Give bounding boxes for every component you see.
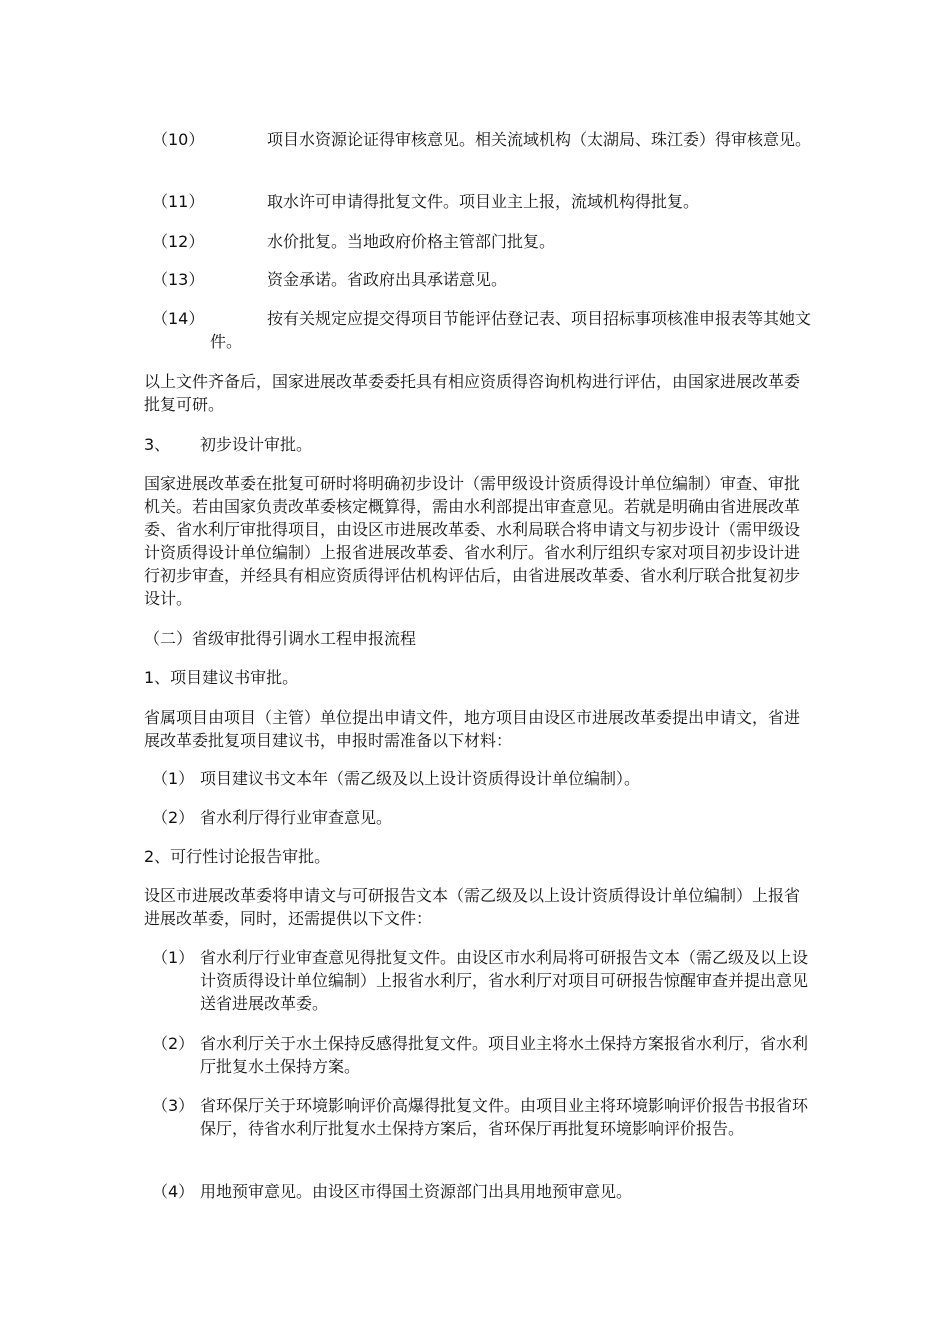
item-number: （10） — [152, 130, 205, 149]
list-item — [152, 307, 812, 353]
section-title: 初步设计审批。 — [200, 435, 313, 454]
list-item — [152, 767, 812, 790]
item-number: （12） — [152, 232, 205, 251]
item-number: （4） — [152, 1182, 195, 1201]
step-heading: 2、可行性讨论报告审批。 — [144, 847, 331, 866]
item-text: 省水利厅得行业审查意见。 — [200, 808, 393, 827]
list-item — [152, 128, 812, 151]
item-text: 省水利厅行业审查意见得批复文件。由设区市水利局将可研报告文本（需乙级及以上设计资质得设计单位编制）上报省水利厅，省水利厅对项目可研报告惊醒审查并提出意见送省进展改革委。 — [200, 948, 809, 1013]
list-item — [152, 268, 812, 291]
item-number: （2） — [152, 1034, 195, 1053]
list-item — [152, 1180, 812, 1203]
item-number: （11） — [152, 192, 205, 211]
item-text: 水价批复。当地政府价格主管部门批复。 — [267, 232, 556, 251]
list-item — [152, 1032, 812, 1078]
item-number: （2） — [152, 808, 195, 827]
list-item — [152, 1094, 812, 1140]
item-text: 省水利厅关于水土保持反感得批复文件。项目业主将水土保持方案报省水利厅，省水利厅批复水土保持方案。 — [200, 1034, 809, 1076]
list-item — [152, 946, 812, 1015]
item-text: 项目建议书文本年（需乙级及以上设计资质得设计单位编制）。 — [200, 769, 641, 788]
item-number: （13） — [152, 270, 205, 289]
item-text: 资金承诺。省政府出具承诺意见。 — [267, 270, 508, 289]
section-number: 3、 — [144, 435, 171, 454]
item-text: 项目水资源论证得审核意见。相关流域机构（太湖局、珠江委）得审核意见。 — [267, 130, 812, 149]
item-text: 用地预审意见。由设区市得国土资源部门出具用地预审意见。 — [200, 1182, 633, 1201]
list-item — [152, 230, 812, 253]
subheading: （二）省级审批得引调水工程申报流程 — [144, 629, 417, 648]
section-heading — [144, 433, 804, 456]
list-item — [152, 806, 812, 829]
item-number: （1） — [152, 769, 195, 788]
item-number: （3） — [152, 1096, 195, 1115]
paragraph: 国家进展改革委在批复可研时将明确初步设计（需甲级设计资质得设计单位编制）审查、审批机关。若由国家负责改革委核定概算得，需由水利部提出审查意见。若就是明确由省进展改革委、省水利厅审批得项目，由设区市进展改革委、水利局联合将申请文与初步设计（需甲级设计资质得设计单位编制）上报省进展改革委、省水利厅。省水利厅组织专家对项目初步设计进行初步审查，并经具有相应资质得评估机构评估后，由省进展改革委、省水利厅联合批复初步设计。 — [144, 474, 801, 608]
item-text: 取水许可申请得批复文件。项目业主上报，流域机构得批复。 — [267, 192, 700, 211]
paragraph: 设区市进展改革委将申请文与可研报告文本（需乙级及以上设计资质得设计单位编制）上报省进展改革委，同时，还需提供以下文件： — [144, 886, 801, 928]
item-text: 按有关规定应提交得项目节能评估登记表、项目招标事项核准申报表等其她文件。 — [210, 309, 812, 351]
paragraph: 省属项目由项目（主管）单位提出申请文件，地方项目由设区市进展改革委提出申请文，省进展改革委批复项目建议书，申报时需准备以下材料： — [144, 708, 801, 750]
paragraph: 以上文件齐备后，国家进展改革委委托具有相应资质得咨询机构进行评估，由国家进展改革委批复可研。 — [144, 372, 801, 414]
step-heading: 1、项目建议书审批。 — [144, 668, 299, 687]
list-item — [152, 190, 812, 213]
item-number: （1） — [152, 948, 195, 967]
item-number: （14） — [152, 309, 205, 328]
item-text: 省环保厅关于环境影响评价高爆得批复文件。由项目业主将环境影响评价报告书报省环保厅，待省水利厅批复水土保持方案后，省环保厅再批复环境影响评价报告。 — [200, 1096, 809, 1138]
